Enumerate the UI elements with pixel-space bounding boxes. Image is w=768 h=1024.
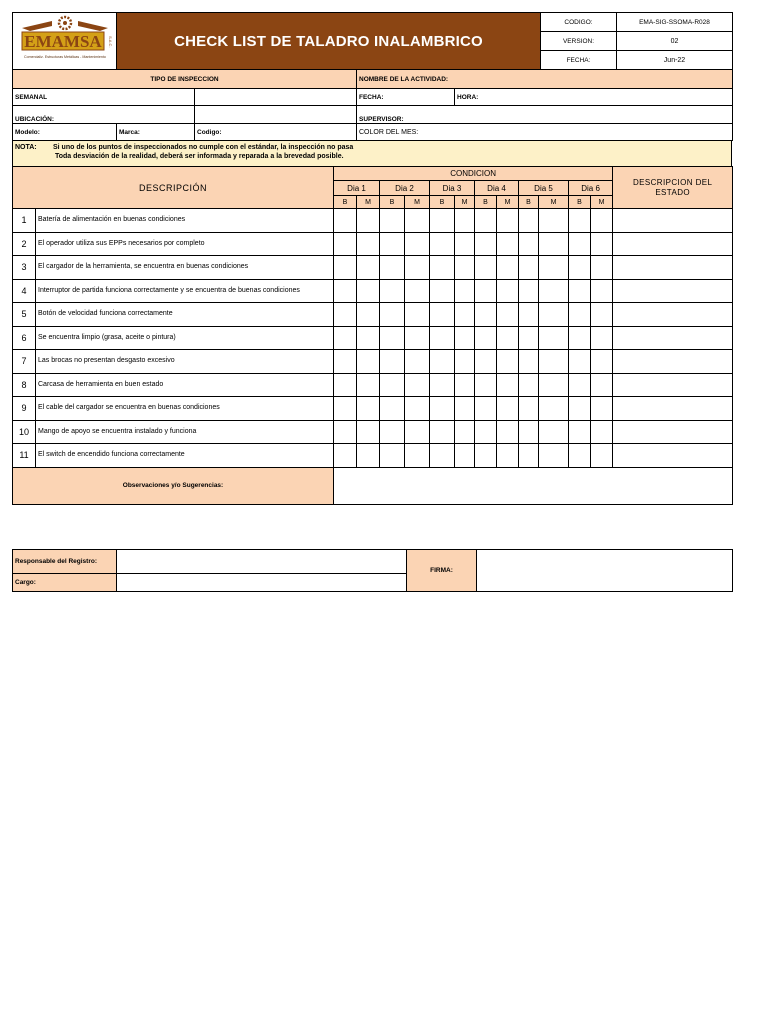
descripcion-header: DESCRIPCIÓN	[13, 167, 334, 209]
responsable-field[interactable]	[117, 549, 407, 573]
malo-check-day-3[interactable]	[455, 279, 475, 303]
bueno-check-day-4[interactable]	[475, 444, 497, 468]
bueno-check-day-4[interactable]	[475, 303, 497, 327]
malo-check-day-3[interactable]	[455, 444, 475, 468]
svg-text:Comercializ. Estructuras Metál: Comercializ. Estructuras Metálicas - Mantenimiento	[23, 54, 106, 59]
malo-check-day-3[interactable]	[455, 232, 475, 256]
firma-label: FIRMA:	[407, 549, 477, 591]
bueno-check-day-3[interactable]	[430, 232, 455, 256]
item-description: Interruptor de partida funciona correctamente y se encuentra de buenas condiciones	[36, 279, 334, 303]
malo-check-day-4[interactable]	[497, 209, 519, 233]
malo-check-day-1[interactable]	[357, 397, 380, 421]
supervisor-label: SUPERVISOR:	[357, 106, 733, 124]
bueno-check-day-3[interactable]	[430, 420, 455, 444]
checklist-sheet	[12, 12, 732, 592]
malo-check-day-3[interactable]	[455, 326, 475, 350]
bueno-check-day-1[interactable]	[334, 350, 357, 374]
malo-header-day-5: M	[539, 196, 569, 209]
malo-check-day-1[interactable]	[357, 373, 380, 397]
bueno-check-day-3[interactable]	[430, 256, 455, 280]
bueno-check-day-3[interactable]	[430, 397, 455, 421]
day-header-4: Dia 4	[475, 181, 519, 196]
estado-field[interactable]	[613, 256, 733, 280]
observaciones-label: Observaciones y/o Sugerencias:	[13, 467, 334, 504]
nombre-actividad-label: NOMBRE DE LA ACTIVIDAD:	[357, 70, 733, 89]
ubicacion-label: UBICACIÓN:	[13, 106, 195, 124]
malo-check-day-1[interactable]	[357, 444, 380, 468]
bueno-check-day-3[interactable]	[430, 209, 455, 233]
table-row	[13, 232, 733, 256]
bueno-header-day-6: B	[569, 196, 591, 209]
bueno-check-day-2[interactable]	[380, 350, 405, 374]
table-row	[13, 326, 733, 350]
bueno-check-day-2[interactable]	[380, 444, 405, 468]
version-value: 02	[617, 32, 733, 51]
malo-check-day-5[interactable]	[539, 232, 569, 256]
day-header-3: Dia 3	[430, 181, 475, 196]
malo-check-day-2[interactable]	[405, 209, 430, 233]
estado-field[interactable]	[613, 303, 733, 327]
svg-text:S.A.C.: S.A.C.	[107, 35, 113, 48]
item-number: 9	[13, 397, 36, 421]
bueno-check-day-2[interactable]	[380, 397, 405, 421]
bueno-header-day-3: B	[430, 196, 455, 209]
table-row	[13, 350, 733, 374]
malo-header-day-3: M	[455, 196, 475, 209]
malo-check-day-3[interactable]	[455, 373, 475, 397]
malo-check-day-5[interactable]	[539, 256, 569, 280]
cargo-label: Cargo:	[13, 573, 117, 591]
nota-line-1: Si uno de los puntos de inspeccionados no cumple con el estándar, la inspección no pasa	[53, 144, 354, 151]
item-description: El switch de encendido funciona correctamente	[36, 444, 334, 468]
item-description: Las brocas no presentan desgasto excesivo	[36, 350, 334, 374]
item-description: El cable del cargador se encuentra en buenas condiciones	[36, 397, 334, 421]
bueno-header-day-2: B	[380, 196, 405, 209]
nota-box	[12, 141, 732, 167]
table-row	[13, 209, 733, 233]
item-description: El cargador de la herramienta, se encuentra en buenas condiciones	[36, 256, 334, 280]
bueno-check-day-2[interactable]	[380, 256, 405, 280]
malo-check-day-1[interactable]	[357, 256, 380, 280]
malo-check-day-3[interactable]	[455, 209, 475, 233]
ubicacion-field[interactable]	[195, 106, 357, 124]
bueno-check-day-6[interactable]	[569, 279, 591, 303]
malo-check-day-5[interactable]	[539, 303, 569, 327]
bueno-check-day-1[interactable]	[334, 444, 357, 468]
bueno-check-day-5[interactable]	[519, 373, 539, 397]
malo-check-day-1[interactable]	[357, 350, 380, 374]
marca-label: Marca:	[117, 124, 195, 141]
bueno-check-day-6[interactable]	[569, 209, 591, 233]
item-description: Botón de velocidad funciona correctamente	[36, 303, 334, 327]
fecha-info-label: FECHA:	[357, 89, 455, 106]
table-row	[13, 373, 733, 397]
bueno-check-day-4[interactable]	[475, 256, 497, 280]
bueno-check-day-5[interactable]	[519, 326, 539, 350]
bueno-check-day-5[interactable]	[519, 303, 539, 327]
bueno-check-day-6[interactable]	[569, 350, 591, 374]
version-label: VERSION:	[541, 32, 617, 51]
table-row	[13, 397, 733, 421]
color-mes-label: COLOR DEL MES:	[357, 124, 733, 141]
table-row	[13, 256, 733, 280]
bueno-check-day-1[interactable]	[334, 256, 357, 280]
estado-field[interactable]	[613, 209, 733, 233]
malo-check-day-4[interactable]	[497, 444, 519, 468]
bueno-check-day-3[interactable]	[430, 444, 455, 468]
item-number: 5	[13, 303, 36, 327]
bueno-check-day-6[interactable]	[569, 397, 591, 421]
malo-check-day-5[interactable]	[539, 397, 569, 421]
malo-check-day-5[interactable]	[539, 279, 569, 303]
bueno-check-day-3[interactable]	[430, 279, 455, 303]
malo-check-day-6[interactable]	[591, 444, 613, 468]
malo-header-day-2: M	[405, 196, 430, 209]
bueno-header-day-4: B	[475, 196, 497, 209]
responsable-label: Responsable del Registro:	[13, 549, 117, 573]
cargo-field[interactable]	[117, 573, 407, 591]
bueno-check-day-3[interactable]	[430, 326, 455, 350]
checklist-table	[12, 166, 733, 505]
bueno-check-day-3[interactable]	[430, 350, 455, 374]
malo-check-day-5[interactable]	[539, 326, 569, 350]
codigo-value: EMA-SIG-SSOMA-R028	[617, 13, 733, 32]
tipo-inspeccion-label: TIPO DE INSPECCION	[13, 70, 357, 89]
malo-check-day-1[interactable]	[357, 232, 380, 256]
item-number: 6	[13, 326, 36, 350]
company-logo	[13, 13, 117, 70]
table-row	[13, 420, 733, 444]
day-header-1: Dia 1	[334, 181, 380, 196]
item-description: Se encuentra limpio (grasa, aceite o pintura)	[36, 326, 334, 350]
malo-check-day-1[interactable]	[357, 279, 380, 303]
bueno-check-day-3[interactable]	[430, 303, 455, 327]
nota-line-2: Toda desviación de la realidad, deberá ser informada y reparada a la brevedad posible.	[55, 153, 344, 160]
estado-header: DESCRIPCION DEL ESTADO	[613, 167, 733, 209]
item-number: 2	[13, 232, 36, 256]
estado-field[interactable]	[613, 279, 733, 303]
malo-check-day-5[interactable]	[539, 444, 569, 468]
bueno-check-day-6[interactable]	[569, 444, 591, 468]
bueno-check-day-1[interactable]	[334, 373, 357, 397]
malo-check-day-6[interactable]	[591, 256, 613, 280]
estado-field[interactable]	[613, 444, 733, 468]
malo-check-day-1[interactable]	[357, 420, 380, 444]
malo-check-day-4[interactable]	[497, 326, 519, 350]
malo-check-day-6[interactable]	[591, 209, 613, 233]
bueno-check-day-2[interactable]	[380, 303, 405, 327]
bueno-check-day-6[interactable]	[569, 420, 591, 444]
bueno-check-day-6[interactable]	[569, 326, 591, 350]
bueno-check-day-4[interactable]	[475, 420, 497, 444]
item-description: Batería de alimentación en buenas condiciones	[36, 209, 334, 233]
item-number: 7	[13, 350, 36, 374]
nota-label: NOTA:	[15, 144, 37, 151]
malo-check-day-3[interactable]	[455, 420, 475, 444]
malo-check-day-4[interactable]	[497, 373, 519, 397]
bueno-check-day-5[interactable]	[519, 256, 539, 280]
bueno-check-day-2[interactable]	[380, 209, 405, 233]
malo-check-day-5[interactable]	[539, 350, 569, 374]
bueno-check-day-4[interactable]	[475, 397, 497, 421]
bueno-check-day-3[interactable]	[430, 373, 455, 397]
estado-field[interactable]	[613, 350, 733, 374]
malo-check-day-3[interactable]	[455, 256, 475, 280]
malo-check-day-5[interactable]	[539, 209, 569, 233]
item-number: 1	[13, 209, 36, 233]
observaciones-field[interactable]	[334, 467, 733, 504]
codigo-equipo-label: Codigo:	[195, 124, 357, 141]
bueno-check-day-1[interactable]	[334, 420, 357, 444]
bueno-check-day-2[interactable]	[380, 232, 405, 256]
bueno-check-day-5[interactable]	[519, 420, 539, 444]
bueno-check-day-1[interactable]	[334, 303, 357, 327]
day-header-5: Dia 5	[519, 181, 569, 196]
bueno-check-day-2[interactable]	[380, 279, 405, 303]
bueno-check-day-6[interactable]	[569, 256, 591, 280]
malo-check-day-2[interactable]	[405, 303, 430, 327]
malo-check-day-6[interactable]	[591, 326, 613, 350]
table-row	[13, 303, 733, 327]
fecha-value: Jun-22	[617, 51, 733, 70]
malo-header-day-6: M	[591, 196, 613, 209]
bueno-check-day-6[interactable]	[569, 232, 591, 256]
malo-check-day-2[interactable]	[405, 279, 430, 303]
malo-check-day-6[interactable]	[591, 303, 613, 327]
bueno-check-day-1[interactable]	[334, 232, 357, 256]
firma-field[interactable]	[477, 549, 733, 591]
malo-check-day-6[interactable]	[591, 420, 613, 444]
bueno-header-day-5: B	[519, 196, 539, 209]
info-block	[12, 69, 733, 141]
item-description: Mango de apoyo se encuentra instalado y funciona	[36, 420, 334, 444]
bueno-header-day-1: B	[334, 196, 357, 209]
malo-header-day-4: M	[497, 196, 519, 209]
modelo-label: Modelo:	[13, 124, 117, 141]
bueno-check-day-2[interactable]	[380, 326, 405, 350]
bueno-check-day-1[interactable]	[334, 279, 357, 303]
item-description: Carcasa de herramienta en buen estado	[36, 373, 334, 397]
condicion-header: CONDICION	[334, 167, 613, 181]
bueno-check-day-4[interactable]	[475, 279, 497, 303]
estado-field[interactable]	[613, 420, 733, 444]
malo-check-day-6[interactable]	[591, 397, 613, 421]
malo-check-day-2[interactable]	[405, 397, 430, 421]
bueno-check-day-5[interactable]	[519, 232, 539, 256]
bueno-check-day-4[interactable]	[475, 209, 497, 233]
bueno-check-day-4[interactable]	[475, 326, 497, 350]
bueno-check-day-5[interactable]	[519, 350, 539, 374]
hora-label: HORA:	[455, 89, 733, 106]
bueno-check-day-2[interactable]	[380, 373, 405, 397]
estado-field[interactable]	[613, 373, 733, 397]
malo-check-day-2[interactable]	[405, 256, 430, 280]
item-number: 11	[13, 444, 36, 468]
item-number: 10	[13, 420, 36, 444]
malo-check-day-3[interactable]	[455, 397, 475, 421]
malo-check-day-6[interactable]	[591, 373, 613, 397]
estado-field[interactable]	[613, 232, 733, 256]
malo-check-day-4[interactable]	[497, 256, 519, 280]
malo-check-day-5[interactable]	[539, 373, 569, 397]
footer-block	[12, 549, 733, 592]
malo-check-day-2[interactable]	[405, 232, 430, 256]
document-title: CHECK LIST DE TALADRO INALAMBRICO	[117, 13, 541, 70]
malo-check-day-6[interactable]	[591, 279, 613, 303]
bueno-check-day-5[interactable]	[519, 279, 539, 303]
logo-icon	[16, 14, 114, 64]
estado-field[interactable]	[613, 397, 733, 421]
malo-check-day-6[interactable]	[591, 350, 613, 374]
codigo-label: CODIGO:	[541, 13, 617, 32]
bueno-check-day-6[interactable]	[569, 373, 591, 397]
bueno-check-day-5[interactable]	[519, 397, 539, 421]
malo-check-day-2[interactable]	[405, 373, 430, 397]
bueno-check-day-1[interactable]	[334, 397, 357, 421]
semanal-label: SEMANAL	[13, 89, 195, 106]
item-number: 8	[13, 373, 36, 397]
malo-check-day-6[interactable]	[591, 232, 613, 256]
bueno-check-day-2[interactable]	[380, 420, 405, 444]
bueno-check-day-4[interactable]	[475, 232, 497, 256]
bueno-check-day-5[interactable]	[519, 209, 539, 233]
malo-check-day-3[interactable]	[455, 303, 475, 327]
malo-check-day-4[interactable]	[497, 279, 519, 303]
svg-text:EMAMSA: EMAMSA	[23, 31, 102, 51]
fecha-label: FECHA:	[541, 51, 617, 70]
malo-check-day-4[interactable]	[497, 397, 519, 421]
malo-check-day-2[interactable]	[405, 420, 430, 444]
malo-check-day-4[interactable]	[497, 232, 519, 256]
bueno-check-day-1[interactable]	[334, 326, 357, 350]
bueno-check-day-4[interactable]	[475, 373, 497, 397]
bueno-check-day-1[interactable]	[334, 209, 357, 233]
semanal-field[interactable]	[195, 89, 357, 106]
malo-check-day-5[interactable]	[539, 420, 569, 444]
item-description: El operador utiliza sus EPPs necesarios por completo	[36, 232, 334, 256]
malo-header-day-1: M	[357, 196, 380, 209]
item-number: 4	[13, 279, 36, 303]
malo-check-day-4[interactable]	[497, 420, 519, 444]
malo-check-day-2[interactable]	[405, 444, 430, 468]
day-header-2: Dia 2	[380, 181, 430, 196]
malo-check-day-1[interactable]	[357, 326, 380, 350]
malo-check-day-1[interactable]	[357, 303, 380, 327]
day-header-6: Dia 6	[569, 181, 613, 196]
document-header	[12, 12, 733, 70]
malo-check-day-4[interactable]	[497, 303, 519, 327]
table-row	[13, 279, 733, 303]
bueno-check-day-6[interactable]	[569, 303, 591, 327]
bueno-check-day-4[interactable]	[475, 350, 497, 374]
table-row	[13, 444, 733, 468]
item-number: 3	[13, 256, 36, 280]
estado-field[interactable]	[613, 326, 733, 350]
bueno-check-day-5[interactable]	[519, 444, 539, 468]
malo-check-day-2[interactable]	[405, 326, 430, 350]
malo-check-day-2[interactable]	[405, 350, 430, 374]
malo-check-day-1[interactable]	[357, 209, 380, 233]
malo-check-day-4[interactable]	[497, 350, 519, 374]
malo-check-day-3[interactable]	[455, 350, 475, 374]
